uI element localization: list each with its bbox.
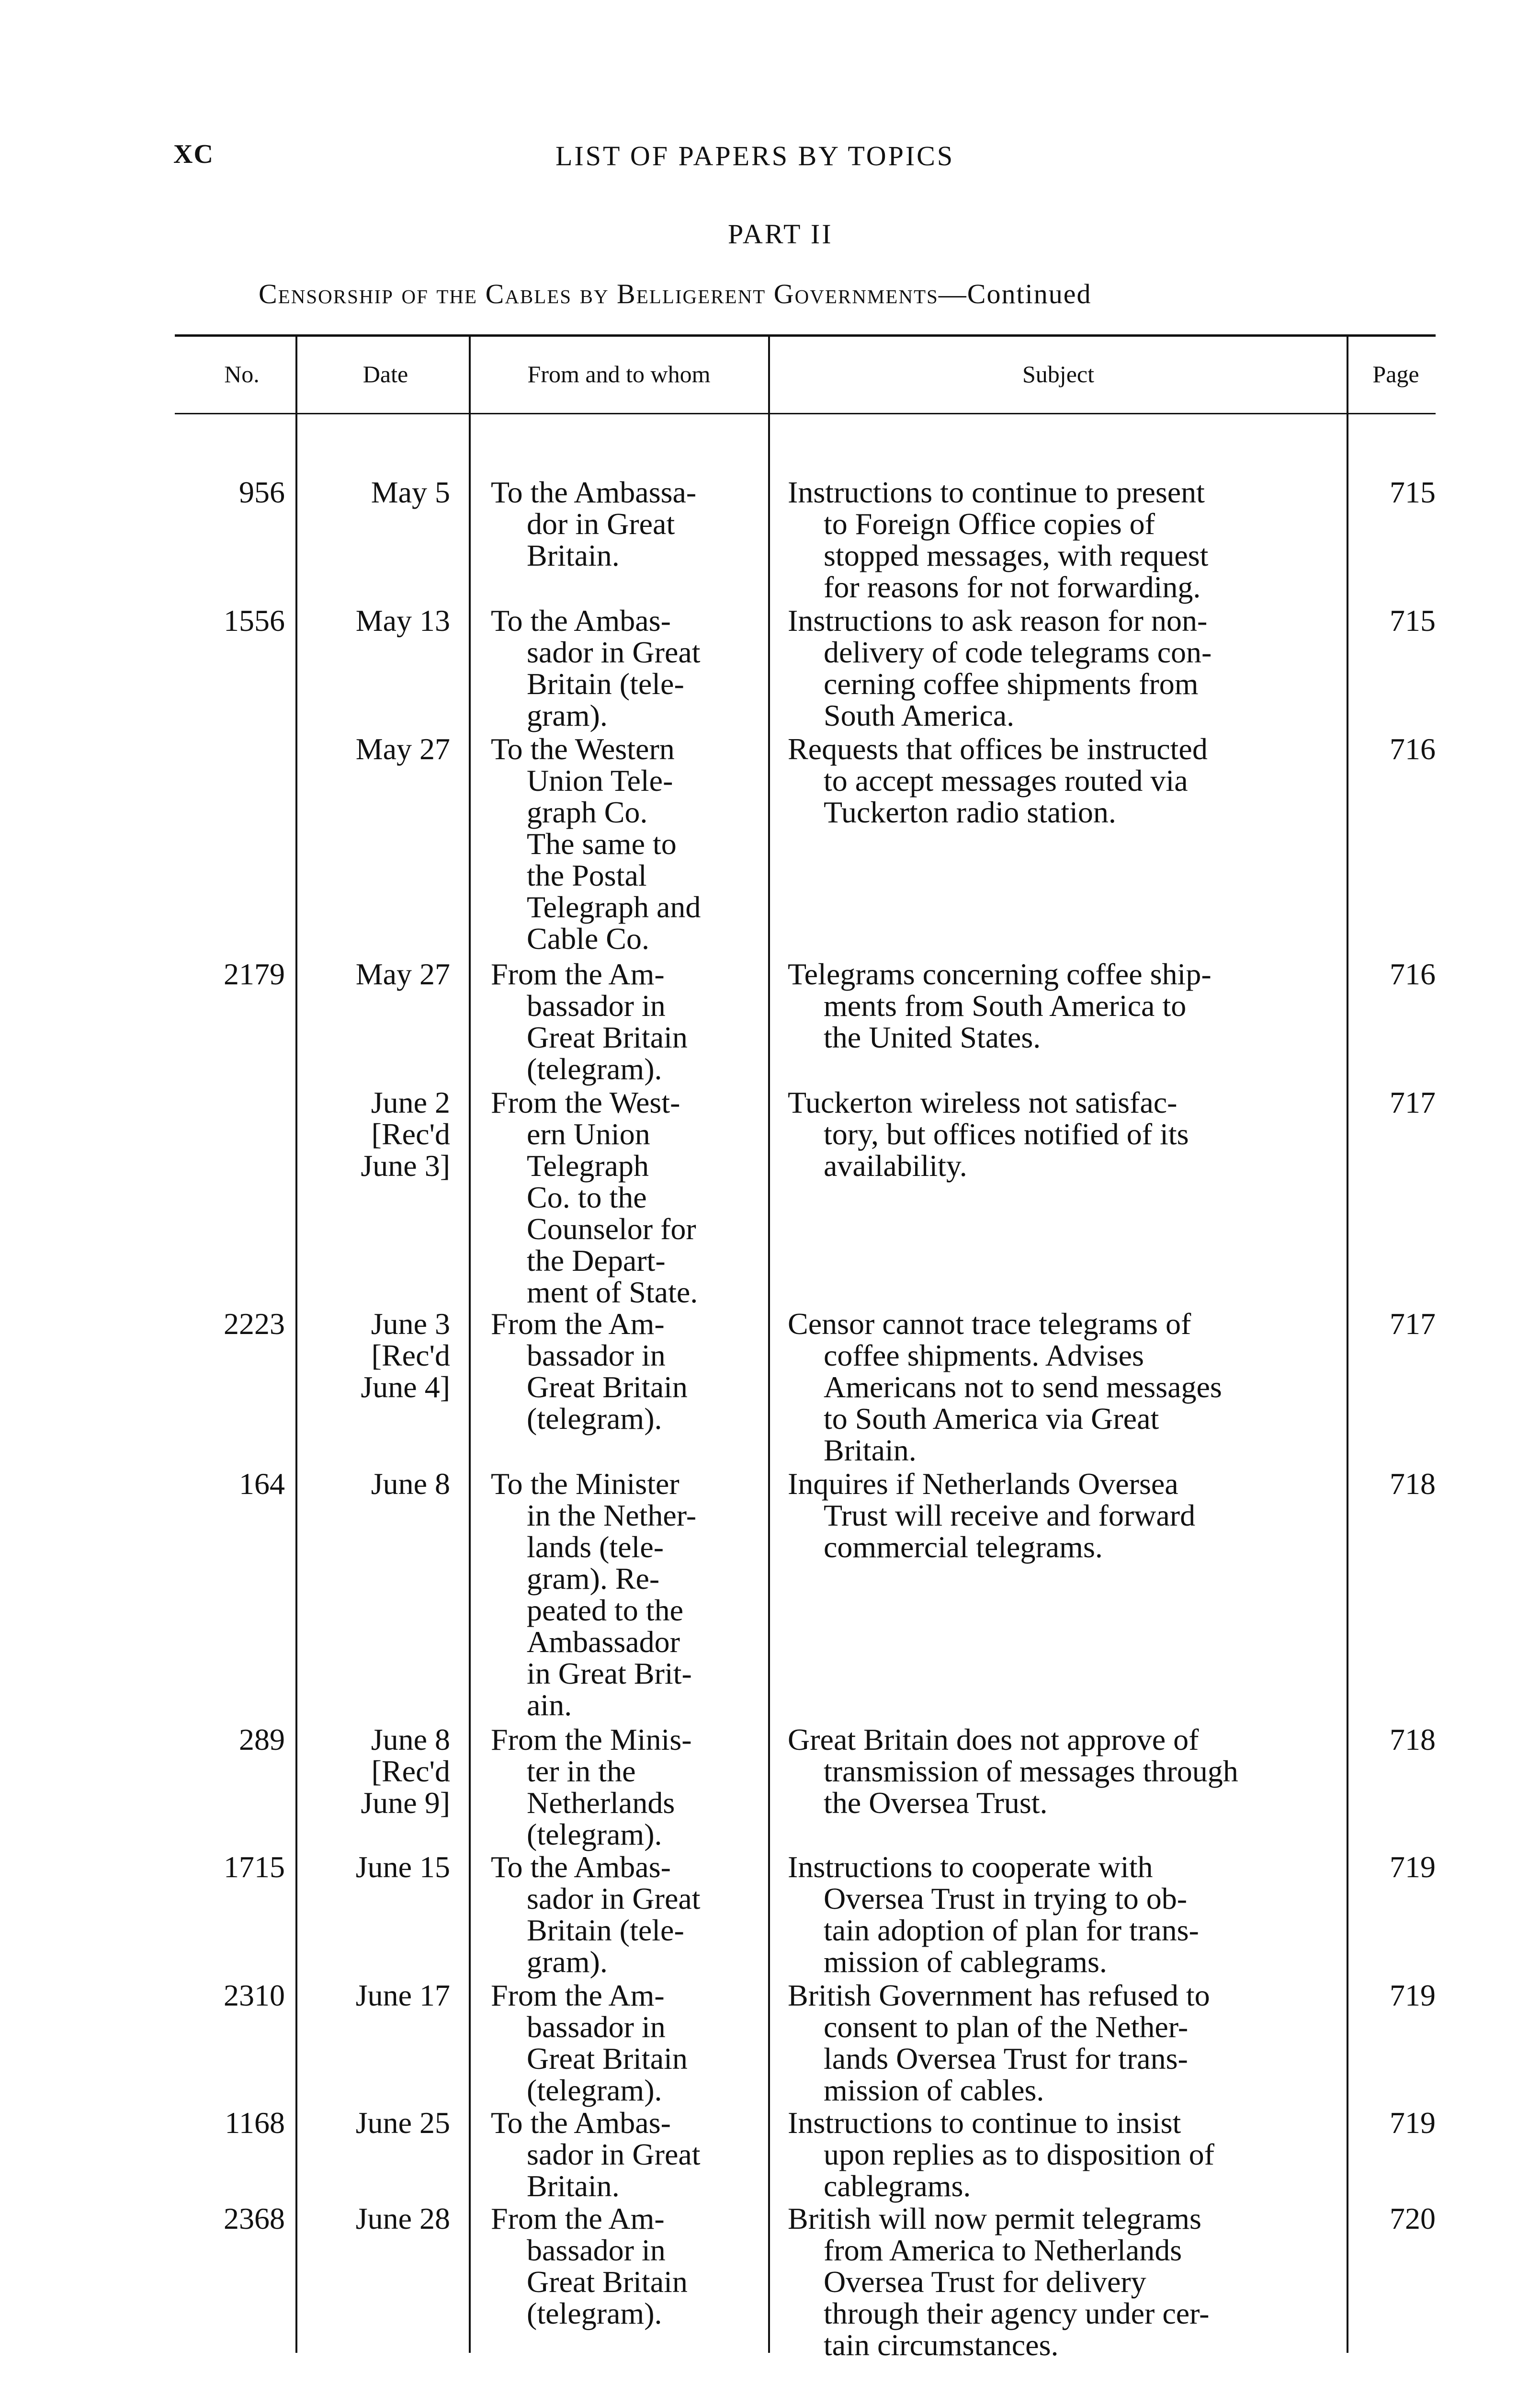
row-subject-line: Instructions to continue to insist xyxy=(788,2106,1181,2140)
row-date-line: June 17 xyxy=(355,1978,450,2012)
row-subject xyxy=(788,958,1326,1053)
row-page: 718 xyxy=(1390,1467,1436,1501)
row-from-line: Ambassador xyxy=(527,1625,680,1659)
row-number: 2223 xyxy=(224,1307,285,1341)
row-subject-line: upon replies as to disposition of xyxy=(824,2137,1214,2171)
row-date-line: June 28 xyxy=(355,2201,450,2235)
row-from-line: lands (tele- xyxy=(527,1530,664,1564)
row-subject xyxy=(788,1468,1326,1563)
row-date-line: May 27 xyxy=(355,957,450,991)
row-from xyxy=(491,1980,759,2106)
row-from-line: Great Britain xyxy=(527,1020,688,1054)
section-title-continued: —Continued xyxy=(938,278,1092,309)
row-page: 719 xyxy=(1390,1850,1436,1884)
row-from-line: gram). xyxy=(527,1945,608,1979)
row-subject-line: Trust will receive and forward xyxy=(824,1498,1196,1532)
row-from xyxy=(491,1087,759,1308)
row-date-line: June 3] xyxy=(361,1149,450,1183)
row-subject-line: tory, but offices notified of its xyxy=(824,1117,1189,1151)
row-subject xyxy=(788,2203,1326,2361)
row-subject-line: Instructions to ask reason for non- xyxy=(788,604,1208,638)
row-subject-line: Oversea Trust in trying to ob- xyxy=(824,1882,1188,1916)
row-number: 2368 xyxy=(224,2201,285,2235)
row-from-line: ain. xyxy=(527,1688,572,1722)
row-from-line: Britain (tele- xyxy=(527,667,684,701)
row-subject-line: coffee shipments. Advises xyxy=(824,1338,1144,1372)
row-date-line: June 2 xyxy=(371,1085,450,1119)
row-from-line: the Postal xyxy=(527,858,647,892)
row-from-line: From the Am- xyxy=(491,957,665,991)
row-page: 716 xyxy=(1390,957,1436,991)
row-page: 717 xyxy=(1390,1085,1436,1119)
row-subject-line: cerning coffee shipments from xyxy=(824,667,1199,701)
row-from xyxy=(491,605,759,731)
row-number: 1715 xyxy=(224,1850,285,1884)
row-from-line: Counselor for xyxy=(527,1212,696,1246)
row-subject-line: to Foreign Office copies of xyxy=(824,507,1155,541)
row-from-line: Telegraph xyxy=(527,1149,649,1183)
row-subject-line: consent to plan of the Nether- xyxy=(824,2010,1189,2044)
row-from-line: To the Ambas- xyxy=(491,2106,671,2140)
row-from-line: To the Western xyxy=(491,732,675,766)
table-header-rule xyxy=(175,413,1436,414)
row-date xyxy=(306,2203,450,2235)
row-from-line: Union Tele- xyxy=(527,764,673,798)
row-subject-line: the Oversea Trust. xyxy=(824,1786,1048,1820)
row-from-line: in the Nether- xyxy=(527,1498,697,1532)
row-page: 719 xyxy=(1390,2106,1436,2140)
row-from-line: Great Britain xyxy=(527,2265,688,2299)
row-date-line: May 27 xyxy=(355,732,450,766)
row-date xyxy=(306,2107,450,2139)
row-from-line: ment of State. xyxy=(527,1275,698,1309)
row-from-line: (telegram). xyxy=(527,1402,662,1436)
section-title xyxy=(259,278,1091,310)
row-date-line: [Rec'd xyxy=(371,1754,450,1788)
column-header-no: No. xyxy=(224,361,260,388)
row-subject-line: Requests that offices be instructed xyxy=(788,732,1208,766)
row-subject xyxy=(788,1851,1326,1978)
row-subject-line: Telegrams concerning coffee ship- xyxy=(788,957,1212,991)
row-date xyxy=(306,1308,450,1403)
row-from-line: gram). Re- xyxy=(527,1562,660,1596)
row-from-line: dor in Great xyxy=(527,507,675,541)
row-from-line: graph Co. xyxy=(527,795,648,829)
row-from-line: sador in Great xyxy=(527,2137,701,2171)
row-from-line: sador in Great xyxy=(527,635,701,669)
row-page: 718 xyxy=(1390,1722,1436,1756)
row-from-line: Co. to the xyxy=(527,1180,647,1214)
row-subject-line: South America. xyxy=(824,698,1015,732)
row-subject xyxy=(788,1980,1326,2106)
row-from-line: Netherlands xyxy=(527,1786,675,1820)
part-title: PART II xyxy=(728,218,833,250)
row-subject-line: the United States. xyxy=(824,1020,1041,1054)
row-from-line: From the West- xyxy=(491,1085,680,1119)
row-page: 715 xyxy=(1390,604,1436,638)
row-date-line: May 13 xyxy=(355,604,450,638)
row-date-line: [Rec'd xyxy=(371,1117,450,1151)
row-subject-line: through their agency under cer- xyxy=(824,2296,1210,2330)
row-from-line: To the Ambas- xyxy=(491,1850,671,1884)
row-subject-line: mission of cablegrams. xyxy=(824,1945,1107,1979)
row-from xyxy=(491,1468,759,1721)
row-subject-line: commercial telegrams. xyxy=(824,1530,1103,1564)
row-from-line: Britain (tele- xyxy=(527,1913,684,1947)
row-from-line: The same to xyxy=(527,827,677,861)
row-subject-line: Instructions to cooperate with xyxy=(788,1850,1153,1884)
row-date xyxy=(306,958,450,990)
row-subject-line: cablegrams. xyxy=(824,2169,971,2203)
row-subject-line: Inquires if Netherlands Oversea xyxy=(788,1467,1178,1501)
row-subject-line: availability. xyxy=(824,1149,967,1183)
row-number: 289 xyxy=(239,1722,285,1756)
row-from-line: To the Ambassa- xyxy=(491,475,697,509)
row-from-line: bassador in xyxy=(527,989,666,1023)
row-subject xyxy=(788,605,1326,731)
row-from-line: Great Britain xyxy=(527,2041,688,2076)
row-from xyxy=(491,733,759,955)
row-from-line: (telegram). xyxy=(527,2296,662,2330)
row-number: 1168 xyxy=(225,2106,285,2140)
row-subject-line: British Government has refused to xyxy=(788,1978,1210,2012)
row-subject-line: Oversea Trust for delivery xyxy=(824,2265,1146,2299)
row-subject-line: transmission of messages through xyxy=(824,1754,1238,1788)
running-head: LIST OF PAPERS BY TOPICS xyxy=(555,140,955,171)
row-subject-line: stopped messages, with request xyxy=(824,538,1209,572)
column-header-date: Date xyxy=(362,361,408,388)
row-from-line: (telegram). xyxy=(527,2073,662,2107)
row-number: 164 xyxy=(239,1467,285,1501)
row-from xyxy=(491,2203,759,2329)
row-subject-line: delivery of code telegrams con- xyxy=(824,635,1212,669)
row-subject xyxy=(788,477,1326,603)
row-subject-line: to accept messages routed via xyxy=(824,764,1188,798)
row-from-line: Telegraph and xyxy=(527,890,701,924)
row-from-line: From the Am- xyxy=(491,1307,665,1341)
row-date xyxy=(306,605,450,637)
row-subject-line: tain circumstances. xyxy=(824,2328,1059,2362)
row-from-line: in Great Brit- xyxy=(527,1656,692,1690)
row-date xyxy=(306,477,450,508)
column-header-from: From and to whom xyxy=(527,361,711,388)
column-header-page: Page xyxy=(1372,361,1419,388)
row-date-line: June 15 xyxy=(355,1850,450,1884)
row-from-line: From the Minis- xyxy=(491,1722,692,1756)
section-title-main: Censorship of the Cables by Belligerent Governments xyxy=(259,278,939,309)
row-subject-line: Tuckerton wireless not satisfac- xyxy=(788,1085,1178,1119)
row-date-line: June 3 xyxy=(371,1307,450,1341)
row-subject-line: to South America via Great xyxy=(824,1402,1159,1436)
row-subject-line: ments from South America to xyxy=(824,989,1187,1023)
row-from xyxy=(491,958,759,1085)
row-from-line: the Depart- xyxy=(527,1243,666,1277)
row-from-line: peated to the xyxy=(527,1593,683,1627)
row-from-line: bassador in xyxy=(527,2010,666,2044)
row-number: 956 xyxy=(239,475,285,509)
row-date xyxy=(306,1468,450,1500)
row-from xyxy=(491,2107,759,2202)
row-from-line: To the Minister xyxy=(491,1467,679,1501)
row-subject xyxy=(788,733,1326,828)
row-date xyxy=(306,1851,450,1883)
row-date-line: June 9] xyxy=(361,1786,450,1820)
row-from xyxy=(491,477,759,571)
row-subject xyxy=(788,1724,1326,1819)
row-date-line: June 8 xyxy=(371,1722,450,1756)
row-from-line: bassador in xyxy=(527,1338,666,1372)
row-from-line: gram). xyxy=(527,698,608,732)
column-header-subject: Subject xyxy=(1022,361,1094,388)
row-from-line: Britain. xyxy=(527,538,620,572)
row-date-line: June 25 xyxy=(355,2106,450,2140)
row-date-line: June 4] xyxy=(361,1370,450,1404)
row-number: 2179 xyxy=(224,957,285,991)
row-date xyxy=(306,1724,450,1819)
column-divider-date xyxy=(469,335,471,2353)
row-from-line: (telegram). xyxy=(527,1052,662,1086)
row-subject-line: Britain. xyxy=(824,1433,917,1467)
row-from-line: sador in Great xyxy=(527,1882,701,1916)
row-subject-line: Censor cannot trace telegrams of xyxy=(788,1307,1191,1341)
row-date-line: [Rec'd xyxy=(371,1338,450,1372)
row-from-line: Britain. xyxy=(527,2169,620,2203)
row-subject-line: Great Britain does not approve of xyxy=(788,1722,1199,1756)
column-divider-from xyxy=(768,335,770,2353)
page-number: XC xyxy=(173,139,214,169)
column-divider-no xyxy=(295,335,297,2353)
row-subject-line: Tuckerton radio station. xyxy=(824,795,1116,829)
row-date-line: May 5 xyxy=(371,475,450,509)
row-page: 720 xyxy=(1390,2201,1436,2235)
row-from-line: (telegram). xyxy=(527,1817,662,1851)
row-subject-line: from America to Netherlands xyxy=(824,2233,1182,2267)
row-date xyxy=(306,733,450,765)
row-subject-line: mission of cables. xyxy=(824,2073,1044,2107)
row-page: 717 xyxy=(1390,1307,1436,1341)
row-subject-line: Americans not to send messages xyxy=(824,1370,1222,1404)
row-from-line: Great Britain xyxy=(527,1370,688,1404)
row-from-line: From the Am- xyxy=(491,1978,665,2012)
row-page: 719 xyxy=(1390,1978,1436,2012)
row-subject-line: lands Oversea Trust for trans- xyxy=(824,2041,1188,2076)
row-from-line: ter in the xyxy=(527,1754,636,1788)
row-from xyxy=(491,1308,759,1435)
row-from xyxy=(491,1724,759,1850)
column-divider-subject xyxy=(1347,335,1348,2353)
row-from-line: ern Union xyxy=(527,1117,650,1151)
row-subject-line: British will now permit telegrams xyxy=(788,2201,1201,2235)
row-from xyxy=(491,1851,759,1978)
row-number: 1556 xyxy=(224,604,285,638)
row-page: 716 xyxy=(1390,732,1436,766)
row-subject xyxy=(788,2107,1326,2202)
row-from-line: From the Am- xyxy=(491,2201,665,2235)
row-date xyxy=(306,1980,450,2011)
table-top-rule xyxy=(175,334,1436,337)
row-subject xyxy=(788,1308,1326,1466)
row-subject-line: tain adoption of plan for trans- xyxy=(824,1913,1199,1947)
row-subject-line: Instructions to continue to present xyxy=(788,475,1205,509)
row-number: 2310 xyxy=(224,1978,285,2012)
row-from-line: bassador in xyxy=(527,2233,666,2267)
row-date xyxy=(306,1087,450,1182)
row-subject-line: for reasons for not forwarding. xyxy=(824,570,1201,604)
row-date-line: June 8 xyxy=(371,1467,450,1501)
row-page: 715 xyxy=(1390,475,1436,509)
row-from-line: To the Ambas- xyxy=(491,604,671,638)
row-subject xyxy=(788,1087,1326,1182)
row-from-line: Cable Co. xyxy=(527,922,649,956)
